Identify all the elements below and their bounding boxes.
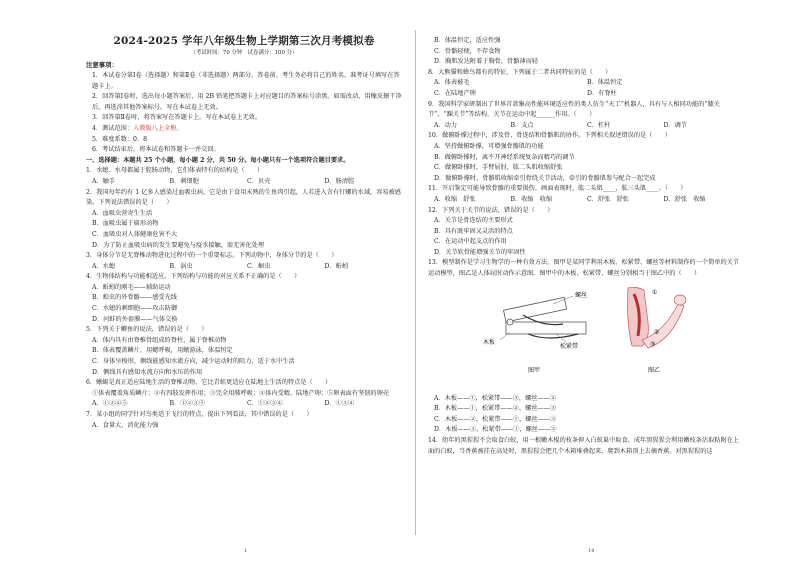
- test-range: 人教版八上全册。: [133, 124, 183, 132]
- answer-option: A．触手: [92, 177, 116, 185]
- exam-subtitle: （考试时间：70 分钟 试卷满分：100 分）: [190, 50, 298, 56]
- question-stem: 3．身体分节是无脊椎动物进化过程中的一个重要标志。下列动物中，身体分节的是（ ）: [86, 252, 338, 260]
- answer-option: B．体表覆盖鳞片，用鳃呼吸，用鳍游泳，体温恒定: [92, 347, 233, 355]
- answer-option: D．侧线具有感知水流方向和水压的作用: [92, 368, 203, 376]
- answer-option: D．调节: [663, 121, 688, 129]
- answer-option: C．贝壳: [247, 177, 271, 185]
- question-stem: 8．大熊猫和蜂鸟都有的特征，下列属于二者共同特征的是（ ）: [428, 68, 612, 76]
- answer-option: A．动力: [434, 121, 458, 129]
- answer-option: A．蚯蚓的刚毛——辅助运动: [92, 283, 171, 291]
- board-upper: [504, 297, 567, 322]
- answer-option: C．杠杆: [587, 121, 611, 129]
- label-songjindai: 松紧带: [560, 342, 579, 350]
- question-list-left: [86, 166, 402, 431]
- answer-option: B．①②③⑤: [169, 400, 205, 408]
- screw-icon: [507, 319, 513, 325]
- answer-option: C．水螅的刺细胞——攻击防御: [92, 305, 178, 313]
- answer-option: B．木板——①，松紧带——②，螺丝——③: [434, 405, 557, 413]
- answer-option: B．涡虫: [169, 262, 193, 270]
- question-stem: 13．模型制作是学习生物学的一种有效方法。图甲是某同学利用木板、松紧带、螺丝等材料制作的一个简单的关节运动模型，图乙是人体屈肘动作示意图。图甲中的木板、松紧带、螺丝分别相当于图乙中的（ ）: [428, 259, 740, 278]
- label-n3: ③: [650, 340, 656, 348]
- section-heading: 一、选择题：本题共 25 个小题，每小题 2 分，共 50 分。每小题只有一个选项符合题目要求。: [86, 156, 350, 164]
- note-item: 5．难度系数：0．8: [92, 135, 148, 143]
- answer-option: C．骨骼轻便，不存食物: [434, 47, 501, 55]
- question-stem: 9．我国科学家研制出了世界首款集高性能环境适应性的类人仿生“天工”机器人，具有与人相同功能的“膝关节”、“踝关节”等结构，关节在运动中起______作用。（ ）: [428, 100, 720, 119]
- model-jia: [483, 291, 587, 374]
- answer-option: D．关节软骨能增强关节的牢固性: [434, 248, 526, 256]
- exam-title: 2024-2025 学年八年级生物上学期第三次月考模拟卷: [113, 35, 375, 47]
- answer-option: B．蝗虫的外骨骼——感受光线: [92, 294, 177, 302]
- note-item: 4．测试范围：人教版八上全册。: [92, 124, 183, 132]
- note-item: 3．回答第Ⅱ卷时，将答案写在答题卡上。写在本试卷上无效。: [92, 114, 262, 122]
- answer-option: A．体表被毛: [434, 79, 470, 87]
- answer-option: D．蚯蚓: [324, 262, 349, 270]
- answer-option: D．木板——③，松紧带——①，螺丝——②: [434, 426, 557, 434]
- answer-option: C．在运动中起支点的作用: [434, 238, 507, 246]
- question-stem: 7．某小组的同学针对鸟类适于飞行的特点，提出下列看法，其中错误的是（ ）: [86, 411, 313, 418]
- label-muban: 木板: [483, 338, 496, 346]
- answer-option: C．蛔虫: [247, 262, 271, 270]
- answer-option: D．胸肌发达附着于胸骨，骨骼薄而轻: [434, 58, 538, 66]
- right-column: [428, 36, 740, 457]
- answer-option: B．血吸虫属于扁形动物: [92, 220, 159, 228]
- answer-option: B．体温恒定: [587, 79, 623, 87]
- left-column: [86, 34, 402, 431]
- answer-option: D．为了防止血吸虫病的发生要避免与疫水接触，需无害化处理: [92, 241, 265, 249]
- note-item: 2．回答第Ⅰ卷时，选出每小题答案后，用 2B 铅笔把答题卡上对应题目的答案标号涂黑。如需改动，用橡皮擦干净后，再选涂其他答案标号。写在本试卷上无效。: [92, 93, 402, 111]
- hand-icon: [674, 295, 686, 305]
- label-luosi: 螺丝: [575, 291, 588, 299]
- figure-joint-model: [428, 282, 740, 392]
- answer-option: C．做俯卧撑时，手臂屈肘，肱二头肌收缩舒张: [434, 164, 563, 172]
- answer-option: D．做俯卧撑时，骨骼肌收缩牵引骨绕关节活动，牵引的骨骼肌参与配合一起完成: [434, 174, 656, 182]
- answer-option: D．舒张 收缩: [663, 195, 706, 203]
- question-stem: 14．幼年的黑猩猩不会取食白蚁，用一根嫩木棍的枝条伸入白蚁巢中取食。成年黑猩猩会利用嫩枝条沾取粘附在上面的白蚁，当香蕉被挂在高处时，黑猩猩会把几个木箱堆叠起来，爬到木箱顶上去摘香蕉。对黑猩猩的这: [428, 437, 740, 455]
- answer-option: B．做俯卧撑时，离不开神经系统复杂而精巧的调节: [434, 153, 575, 161]
- question-stem: 6．蜥蜴是真正适应陆地生活的脊椎动物，它比青蛙更适应在陆地上生活的特点是（ ）: [86, 379, 332, 387]
- answer-option: C．①②③④: [247, 400, 283, 408]
- label-jia: 图甲: [528, 366, 541, 374]
- note-item: 1．本试卷分第Ⅰ卷（选择题）和第Ⅱ卷（非选择题）两部分。答卷前，考生务必将自己的姓名、准考证号填写在答题卡上。: [92, 72, 400, 90]
- note-item: 6．考试结束后，将本试卷和答题卡一并交回。: [92, 146, 220, 154]
- answer-option: B．收缩 收缩: [510, 195, 553, 203]
- answer-option-row: [86, 177, 402, 188]
- elastic-band-2: [528, 334, 578, 338]
- leader-line: [500, 332, 510, 340]
- arm-yi: [628, 287, 687, 374]
- label-yi: 图乙: [648, 366, 661, 374]
- answer-option: C．身体呈梭形，侧线能感知水流方向，减少运动时的阻力，适于水中生活: [92, 358, 295, 366]
- answer-option: A．木板——①，松紧带——③，螺丝——②: [434, 394, 557, 402]
- answer-option-row: [428, 121, 740, 132]
- figure-svg: [428, 282, 740, 392]
- question-stem: 12．下列关于关节的说法，错误的是（ ）: [428, 206, 554, 214]
- answer-option-row: [428, 78, 740, 89]
- answer-option: B．具有既牢固又灵活的特点: [434, 227, 513, 235]
- answer-option: A．收缩 舒张: [434, 195, 476, 203]
- question-stem: 1．水螅、水母都属于腔肠动物，它们体表特有的结构是（ ）: [86, 167, 264, 175]
- answer-option: C．血吸虫对人体健康危害不大: [92, 230, 178, 238]
- question-stem: 5．下列关于鲫鱼的说法，错误的是（ ）: [86, 326, 208, 334]
- label-n2: ②: [654, 328, 660, 336]
- answer-option-row: [86, 262, 402, 273]
- answer-option: A．①③④⑤: [92, 400, 128, 408]
- question-stem: 11．开启鉴定可能导致骨骼的重要损伤，画面表现时，肱二头肌____，肱三头肌____。（ ）: [428, 185, 687, 193]
- answer-option: A．关节是骨连结的主要形式: [434, 217, 513, 225]
- answer-option-row: [428, 89, 740, 100]
- answer-option: B．体温恒定，适应性强: [434, 37, 501, 44]
- question-stem: 10．做俯卧撑过程中，涉及骨、骨连结和骨骼肌的协作。下列相关叙述错误的是（ ）: [428, 132, 671, 140]
- question-list-right-2: [428, 394, 740, 458]
- page-number-right: 14: [588, 548, 595, 554]
- answer-option: D．①③④: [324, 400, 355, 408]
- answer-option: B．支点: [510, 121, 534, 129]
- column-divider: [415, 30, 416, 535]
- answer-option: A．食量大，消化能力强: [92, 421, 159, 429]
- question-stem: 2．我国每年约有 1 亿多人感染过血吸虫病，它是由于食用未熟的生鱼肉引起，人若进入含有钉螺的水域，容易被感染。下列说法错误的是（ ）: [86, 188, 401, 207]
- answer-option: A．体内具有由脊椎骨组成的脊柱，属于脊椎动物: [92, 336, 227, 344]
- answer-option: B．刺细胞: [169, 177, 199, 185]
- answer-option: D．有脊柱: [587, 89, 617, 97]
- label-n1: ①: [652, 288, 658, 296]
- question-list-right: [428, 36, 740, 280]
- answer-option: C．在陆地产卵: [434, 89, 476, 97]
- answer-option: C．木板——②，松紧带——①，螺丝——③: [434, 415, 557, 423]
- answer-option: ①体表覆盖角质鳞片；②有四肢发挥作用；③完全用肺呼吸；④体内受精、陆地产卵；⑤卵表面有坚韧的卵壳: [92, 389, 389, 397]
- answer-option-row: [428, 195, 740, 206]
- answer-option: A．坚持做俯卧撑，可增强骨骼肌的功能: [434, 142, 544, 150]
- answer-option: D．河蚌的外套膜——气体交换: [92, 315, 178, 323]
- answer-option: A．血吸虫营寄生生活: [92, 209, 153, 217]
- answer-option: C．舒张 舒张: [587, 195, 629, 203]
- answer-option: D．肠清腔: [324, 177, 355, 185]
- page-number-left: 1: [244, 548, 248, 554]
- notes-heading: 注意事项：: [86, 61, 118, 69]
- question-stem: 4．生物体结构与功能相适应。下列结构与功能的对应关系不正确的是（ ）: [86, 273, 301, 281]
- answer-option-row: [86, 399, 402, 410]
- answer-option: A．水螅: [92, 262, 116, 270]
